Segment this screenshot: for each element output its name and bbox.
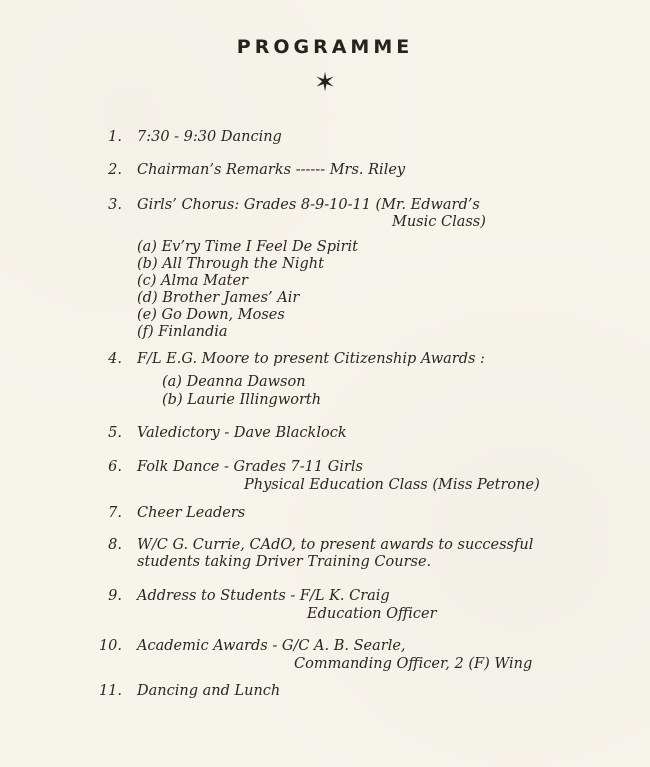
programme-title: PROGRAMME <box>236 36 414 58</box>
item-text: Address to Students - F/L K. Craig <box>137 588 390 604</box>
item-number: 8. <box>108 537 122 553</box>
item-number: 4. <box>108 351 122 367</box>
item-text: Dancing and Lunch <box>137 683 281 699</box>
item-text: F/L E.G. Moore to present Citizenship Awards : <box>137 351 485 367</box>
chorus-song-f: (f) Finlandia <box>137 324 228 340</box>
item-text: 7:30 - 9:30 Dancing <box>137 129 282 145</box>
star-ornament-icon: ✶ <box>314 68 336 98</box>
item-text-continuation: students taking Driver Training Course. <box>137 554 432 570</box>
item-text: Cheer Leaders <box>137 505 246 521</box>
item-number: 7. <box>108 505 122 521</box>
item-text: Academic Awards - G/C A. B. Searle, <box>137 638 406 654</box>
award-recipient-a: (a) Deanna Dawson <box>162 374 306 390</box>
item-text-continuation: Physical Education Class (Miss Petrone) <box>244 477 540 493</box>
item-text: Folk Dance - Grades 7-11 Girls <box>137 459 363 475</box>
item-number: 5. <box>108 425 122 441</box>
chorus-song-a: (a) Ev’ry Time I Feel De Spirit <box>137 239 359 255</box>
item-number: 2. <box>108 162 122 178</box>
item-number: 9. <box>108 588 122 604</box>
item-number: 10. <box>98 638 122 654</box>
award-recipient-b: (b) Laurie Illingworth <box>162 392 322 408</box>
item-text-continuation: Music Class) <box>392 214 486 230</box>
chorus-song-e: (e) Go Down, Moses <box>137 307 285 323</box>
item-text-continuation: Education Officer <box>307 606 437 622</box>
item-number: 11. <box>98 683 122 699</box>
chorus-song-c: (c) Alma Mater <box>137 273 248 289</box>
chorus-song-d: (d) Brother James’ Air <box>137 290 300 306</box>
chorus-song-b: (b) All Through the Night <box>137 256 324 272</box>
item-text: Chairman’s Remarks ------ Mrs. Riley <box>137 162 406 178</box>
item-text-continuation: Commanding Officer, 2 (F) Wing <box>294 656 533 672</box>
item-text: Valedictory - Dave Blacklock <box>137 425 347 441</box>
item-number: 1. <box>108 129 122 145</box>
item-number: 3. <box>108 197 122 213</box>
item-text: Girls’ Chorus: Grades 8-9-10-11 (Mr. Edward’s <box>137 197 480 213</box>
item-number: 6. <box>108 459 122 475</box>
item-text: W/C G. Currie, CAdO, to present awards to successful <box>137 537 534 553</box>
